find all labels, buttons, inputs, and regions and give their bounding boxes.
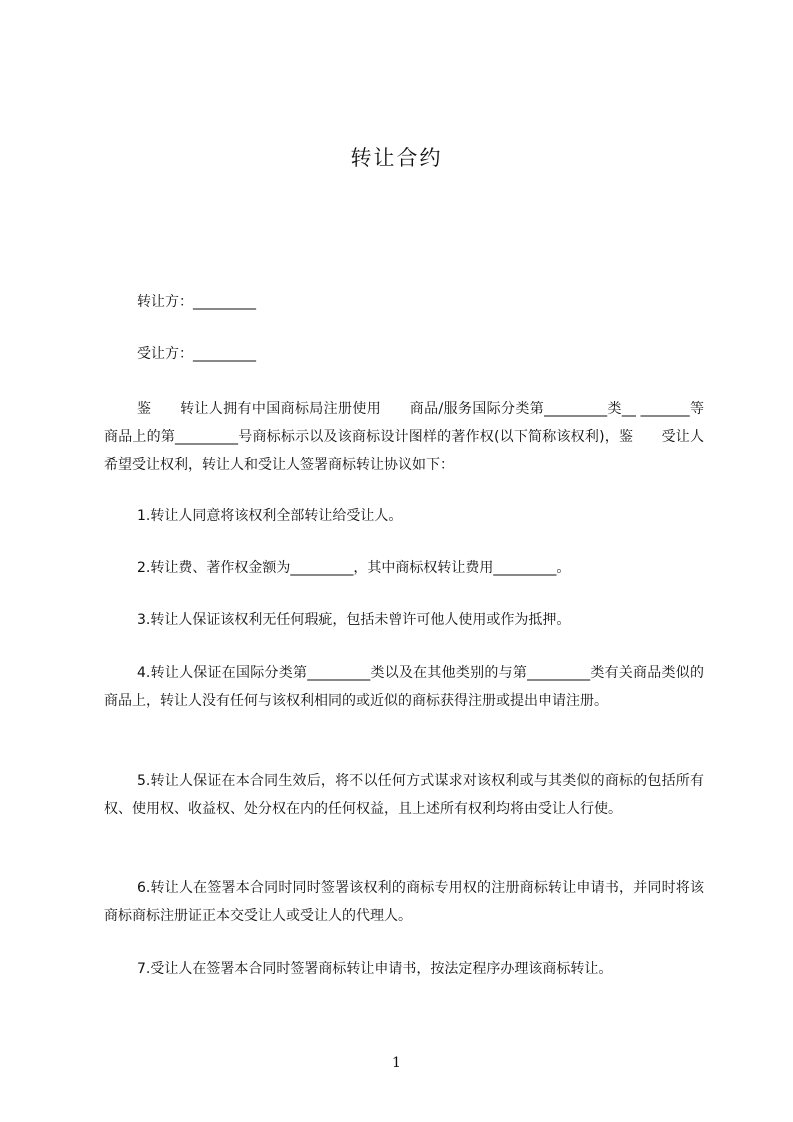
preamble-paragraph: 鉴 转让人拥有中国商标局注册使用 商品/服务国际分类第_________类__ _______等商品上的第_________号商标标示以及该商标设计图样的著作权(以下简称该权利)，鉴 受让人希望受让权利，转让人和受让人签署商标转让协议如下： <box>104 401 704 473</box>
transferee-line: 受让方：_________ <box>137 346 256 362</box>
clause-3: 3.转让人保证该权利无任何瑕疵，包括未曾许可他人使用或作为抵押。 <box>137 612 571 628</box>
clause-5: 5.转让人保证在本合同生效后，将不以任何方式谋求对该权利或与其类似的商标的包括所有权、使用权、收益权、处分权在内的任何权益，且上述所有权利均将由受让人行使。 <box>104 773 704 817</box>
clause-2: 2.转让费、著作权金额为_________，其中商标权转让费用_________。 <box>137 560 571 576</box>
clause-1: 1.转让人同意将该权利全部转让给受让人。 <box>137 508 403 524</box>
clause-7: 7.受让人在签署本合同时签署商标转让申请书，按法定程序办理该商标转让。 <box>137 961 613 977</box>
clause-6: 6.转让人在签署本合同时同时签署该权利的商标专用权的注册商标转让申请书，并同时将该商标商标注册证正本交受让人或受让人的代理人。 <box>104 880 704 924</box>
clause-4: 4.转让人保证在国际分类第_________类以及在其他类别的与第_________类有关商品类似的商品上，转让人没有任何与该权利相同的或近似的商标获得注册或提出申请注册。 <box>104 665 704 709</box>
page-number: 1 <box>392 1055 401 1071</box>
document-title: 转让合约 <box>350 146 443 170</box>
transferor-line: 转让方：_________ <box>137 294 256 310</box>
